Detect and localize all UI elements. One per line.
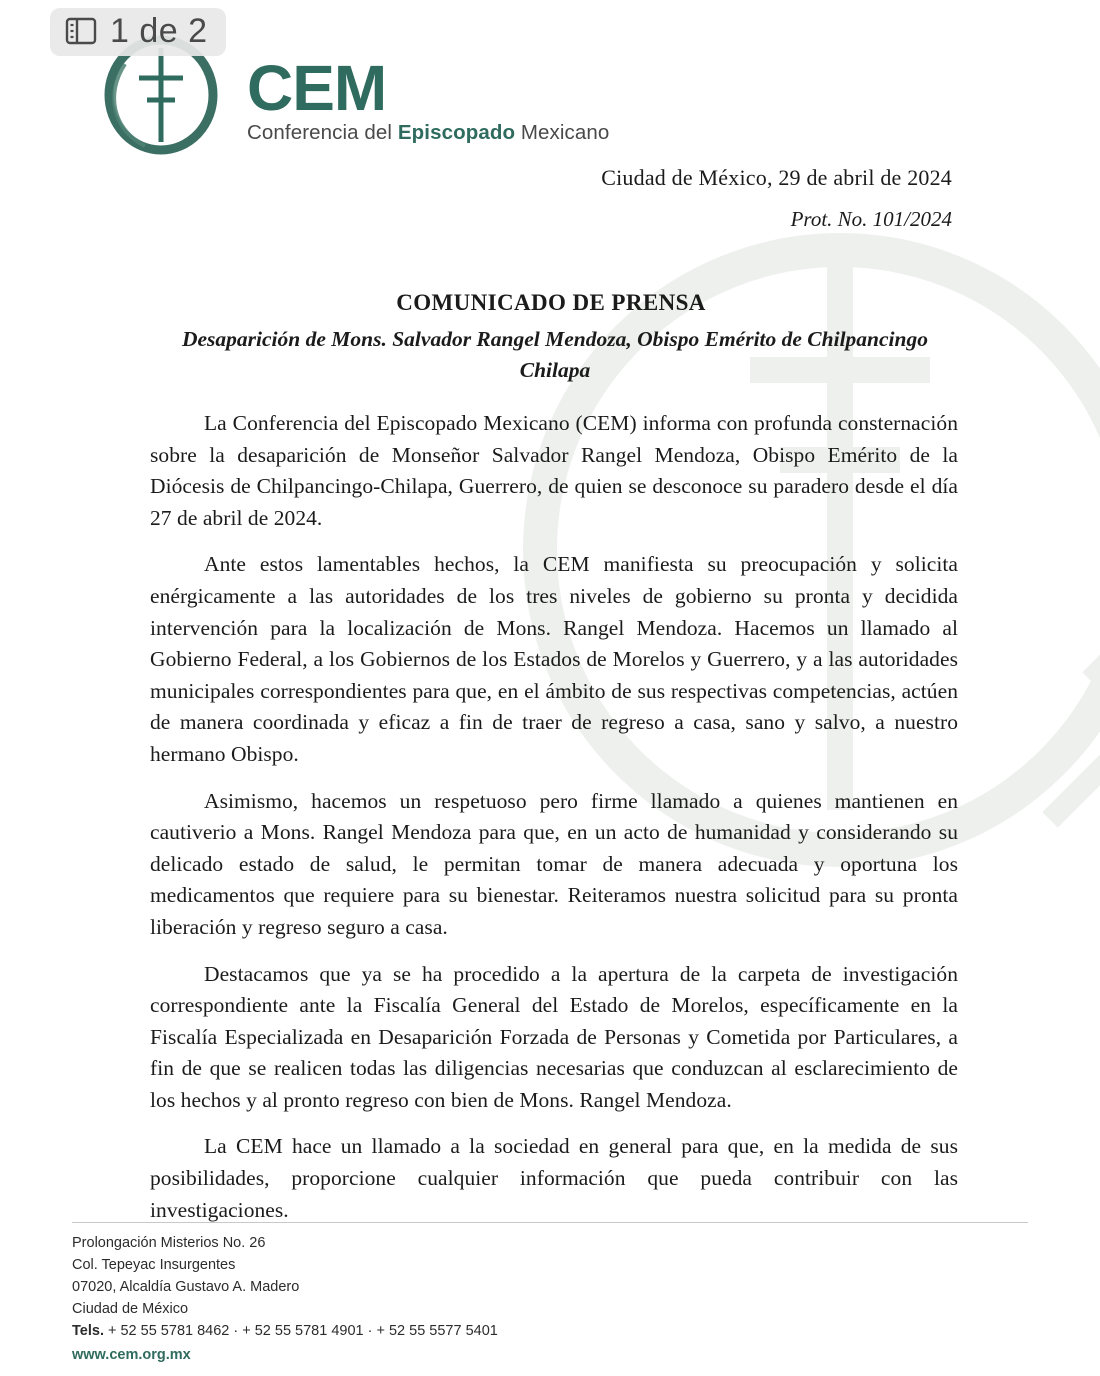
footer-address-line-2: Col. Tepeyac Insurgentes: [72, 1257, 236, 1274]
logo-subtitle-bold: Episcopado: [397, 121, 516, 145]
dateline-protocol: Prot. No. 101/2024: [790, 207, 952, 231]
footer: [72, 1232, 498, 1366]
footer-phones-label: Tels.: [72, 1323, 104, 1340]
page-title: COMUNICADO DE PRENSA: [396, 290, 706, 315]
letterhead-text: [247, 45, 609, 146]
body-paragraph: La CEM hace un llamado a la sociedad en general para que, en la medida de sus posibilidades, proporcione cualquier información que pueda contribuir con las investigaciones.: [150, 1134, 958, 1222]
footer-phones-value: + 52 55 5781 8462 · + 52 55 5781 4901 · + 52 55 5577 5401: [108, 1323, 498, 1340]
dateline: [601, 165, 952, 232]
footer-website[interactable]: www.cem.org.mx: [72, 1347, 191, 1364]
logo-subtitle: [247, 121, 609, 145]
body-paragraph: La Conferencia del Episcopado Mexicano (CEM) informa con profunda consternación sobre la desaparición de Monseñor Salvador Rangel Mendoza, Obispo Emérito de la Diócesis de Chilpancingo-Chilapa, Guerrero, de quien se desconoce su paradero desde el día 27 de abril de 2024.: [150, 411, 958, 530]
dateline-city-date: Ciudad de México, 29 de abril de 2024: [601, 165, 952, 190]
logo-subtitle-suffix: Mexicano: [515, 121, 610, 145]
footer-divider: [72, 1222, 1028, 1223]
body-paragraph: Destacamos que ya se ha procedido a la apertura de la carpeta de investigación correspondiente ante la Fiscalía General del Estado de Morelos, específicamente en la Fiscalía Especializada en Desaparición Forzada de Personas y Cometida por Particulares, a fin de que se realicen todas las diligencias necesarias que conduzcan al esclarecimiento de los hechos y al pronto regreso con bien de Mons. Rangel Mendoza.: [150, 961, 958, 1112]
logo-subtitle-prefix: Conferencia del: [247, 121, 398, 145]
footer-address-line-4: Ciudad de México: [72, 1301, 189, 1318]
document-body: [150, 408, 958, 1241]
body-paragraph: Asimismo, hacemos un respetuoso pero firme llamado a quienes mantienen en cautiverio a Mons. Rangel Mendoza para que, en un acto de humanidad y considerando su delicado estado de salud, le permitan tomar de manera adecuada y oportuna los medicamentos que requiere para su bienestar. Reiteramos nuestra solicitud para su pronta liberación y regreso seguro a casa.: [150, 788, 958, 939]
body-paragraph: Ante estos lamentables hechos, la CEM manifiesta su preocupación y solicita enérgicamente a las autoridades de los tres niveles de gobierno su pronta y decidida intervención para la localización de Mons. Rangel Mendoza. Hacemos un llamado al Gobierno Federal, a los Gobiernos de los Estados de Morelos y Guerrero, y a las autoridades municipales correspondientes para que, en el ámbito de sus respectivas competencias, actúen de manera coordinada y eficaz a fin de traer de regreso a casa, sano y salvo, a nuestro hermano Obispo.: [150, 552, 958, 766]
footer-address-line-3: 07020, Alcaldía Gustavo A. Madero: [72, 1279, 300, 1296]
pages-icon: [64, 14, 98, 48]
footer-phones: [72, 1320, 498, 1342]
page-subtitle: Desaparición de Mons. Salvador Rangel Mendoza, Obispo Emérito de Chilpancingo Chilapa: [181, 327, 928, 383]
page-indicator-label: 1 de 2: [110, 12, 208, 50]
page-indicator[interactable]: [50, 8, 226, 56]
logo-acronym: CEM: [247, 51, 387, 124]
footer-address-line-1: Prolongación Misterios No. 26: [72, 1235, 266, 1251]
